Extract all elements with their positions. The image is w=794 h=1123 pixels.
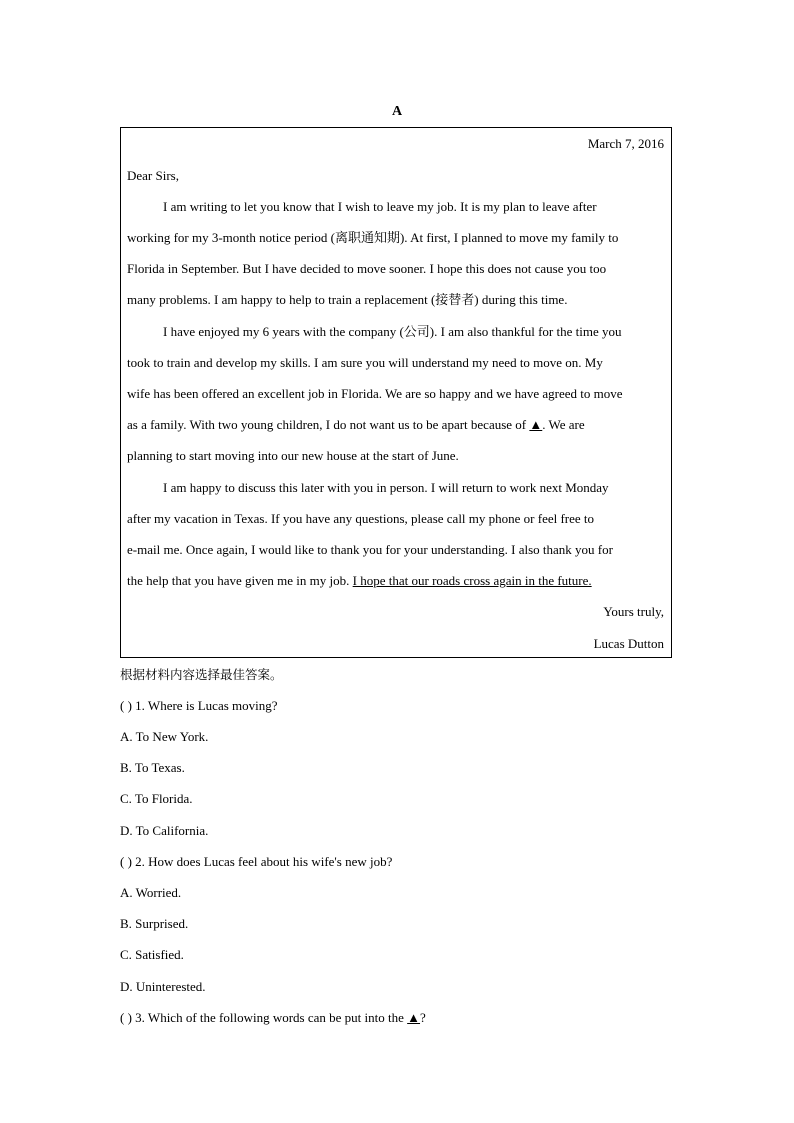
letter-line-13 [127, 571, 664, 591]
question-2-option-a[interactable]: A. Worried. [120, 885, 182, 900]
letter-line-9: planning to start moving into our new house at the start of June. [127, 448, 459, 463]
letter-greeting: Dear Sirs, [127, 168, 179, 183]
question-3-prompt [120, 1008, 426, 1028]
letter-line-1: I am writing to let you know that I wish to leave my job. It is my plan to leave after [163, 199, 597, 214]
instruction: 根据材料内容选择最佳答案。 [120, 667, 283, 682]
letter-line-10: I am happy to discuss this later with you in person. I will return to work next Monday [163, 480, 609, 495]
question-2-option-c[interactable]: C. Satisfied. [120, 947, 184, 962]
blank-marker: ▲ [529, 417, 543, 432]
underlined-sentence: I hope that our roads cross again in the future. [352, 573, 592, 588]
question-2-option-b[interactable]: B. Surprised. [120, 916, 189, 931]
letter-line-11: after my vacation in Texas. If you have any questions, please call my phone or feel free to [127, 511, 595, 526]
letter-box [120, 127, 672, 658]
letter-line-7: wife has been offered an excellent job in Florida. We are so happy and we have agreed to move [127, 386, 623, 401]
question-1-option-a[interactable]: A. To New York. [120, 729, 209, 744]
letter-line-4: many problems. I am happy to help to train a replacement (接替者) during this time. [127, 292, 568, 307]
question-3-prompt-end: ? [420, 1010, 426, 1025]
question-3-blank-marker: ▲ [407, 1010, 421, 1025]
question-2-option-d[interactable]: D. Uninterested. [120, 979, 206, 994]
letter-line-8 [127, 415, 664, 435]
letter-line-12: e-mail me. Once again, I would like to thank you for your understanding. I also thank you for [127, 542, 613, 557]
question-1-option-c[interactable]: C. To Florida. [120, 791, 193, 806]
letter-signature: Lucas Dutton [593, 636, 664, 651]
letter-line-6: took to train and develop my skills. I am sure you will understand my need to move on. My [127, 355, 603, 370]
question-1-prompt: ( ) 1. Where is Lucas moving? [120, 698, 278, 713]
letter-line-5: I have enjoyed my 6 years with the company (公司). I am also thankful for the time you [163, 324, 622, 339]
question-1-option-b[interactable]: B. To Texas. [120, 760, 185, 775]
section-label: A [391, 104, 403, 119]
question-1-option-d[interactable]: D. To California. [120, 823, 209, 838]
letter-line-8-tail: . We are [542, 417, 585, 432]
letter-line-2: working for my 3-month notice period (离职通知期). At first, I planned to move my family to [127, 230, 619, 245]
letter-line-8-text: as a family. With two young children, I do not want us to be apart because of [127, 417, 527, 432]
letter-line-3: Florida in September. But I have decided to move sooner. I hope this does not cause you too [127, 261, 607, 276]
letter-line-13-text: the help that you have given me in my job. [127, 573, 350, 588]
letter-closing: Yours truly, [603, 604, 664, 619]
question-3-prompt-text: ( ) 3. Which of the following words can be put into the [120, 1010, 404, 1025]
question-2-prompt: ( ) 2. How does Lucas feel about his wife's new job? [120, 854, 393, 869]
letter-date: March 7, 2016 [587, 136, 664, 151]
